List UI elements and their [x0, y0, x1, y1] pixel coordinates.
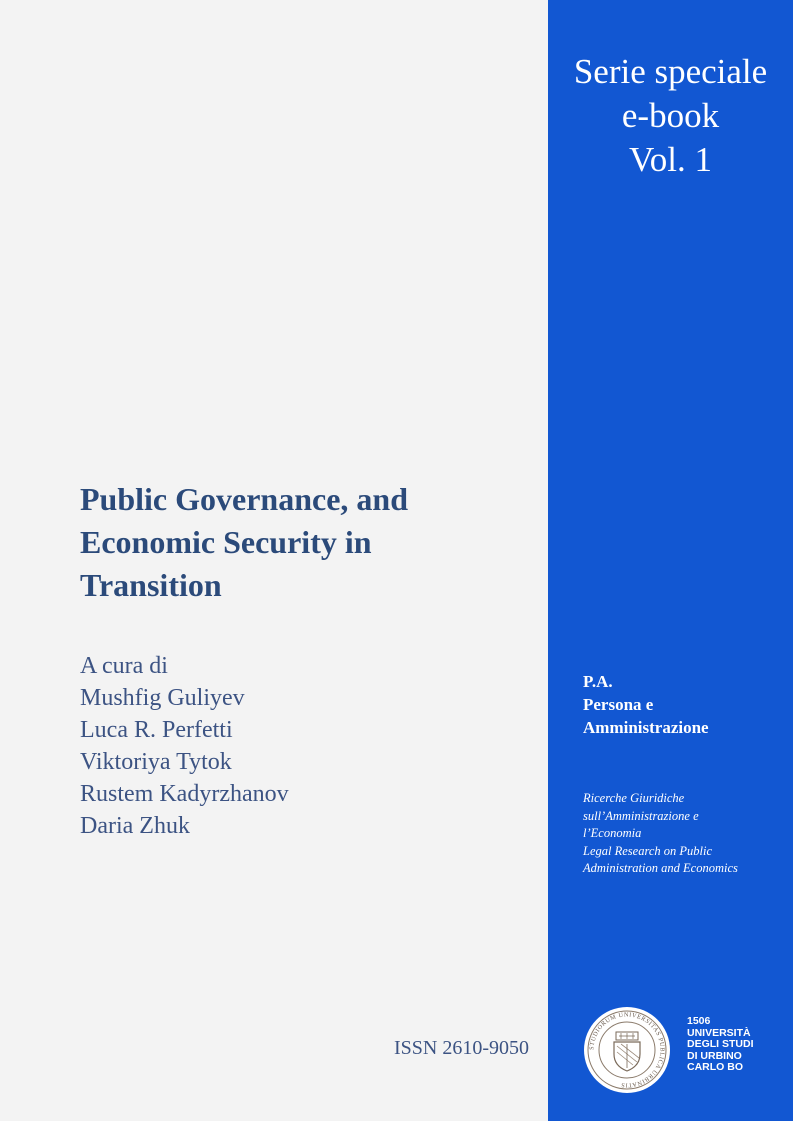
title-line: Economic Security in	[80, 524, 372, 560]
university-name-line: DI URBINO	[687, 1049, 742, 1062]
title-line: Transition	[80, 567, 222, 603]
editor-name: Viktoriya Tytok	[80, 749, 232, 775]
editors-block	[80, 650, 520, 842]
book-title	[80, 478, 520, 607]
journal-subtitle-line: Administration and Economics	[583, 861, 738, 875]
svg-text:STUDIORUM UNIVERSITAS PUBLICA: STUDIORUM UNIVERSITAS PUBLICA URBINATIS	[588, 1011, 666, 1089]
editor-name: Luca R. Perfetti	[80, 717, 233, 743]
title-line: Public Governance, and	[80, 481, 409, 517]
journal-subtitle-line: Ricerche Giuridiche	[583, 791, 685, 805]
series-label	[548, 50, 793, 182]
university-seal-icon	[583, 1006, 671, 1094]
editor-name: Mushfig Guliyev	[80, 685, 245, 711]
series-line: Serie speciale	[573, 52, 768, 91]
editors-intro: A cura di	[80, 653, 168, 679]
editor-name: Rustem Kadyrzhanov	[80, 781, 289, 807]
journal-subtitle-line: Legal Research on Public	[583, 843, 713, 858]
university-year: 1506	[687, 1015, 711, 1027]
issn-label: ISSN 2610-9050	[393, 1037, 529, 1059]
series-line: e-book	[621, 96, 720, 135]
university-name-line: UNIVERSITÀ	[687, 1026, 751, 1039]
journal-subtitle-line: l’Economia	[583, 826, 642, 840]
journal-subtitle-line: sull’Amministrazione e	[583, 808, 699, 823]
journal-name	[583, 670, 783, 739]
journal-name-line: Persona e	[583, 695, 654, 714]
university-name-line: DEGLI STUDI	[687, 1038, 754, 1050]
editor-name: Daria Zhuk	[80, 813, 190, 839]
journal-name-line: Amministrazione	[583, 718, 709, 737]
journal-subtitle	[583, 790, 788, 878]
university-name	[687, 1016, 787, 1074]
journal-name-line: P.A.	[583, 672, 613, 691]
university-name-line: CARLO BO	[687, 1061, 743, 1073]
series-volume: Vol. 1	[629, 140, 712, 179]
